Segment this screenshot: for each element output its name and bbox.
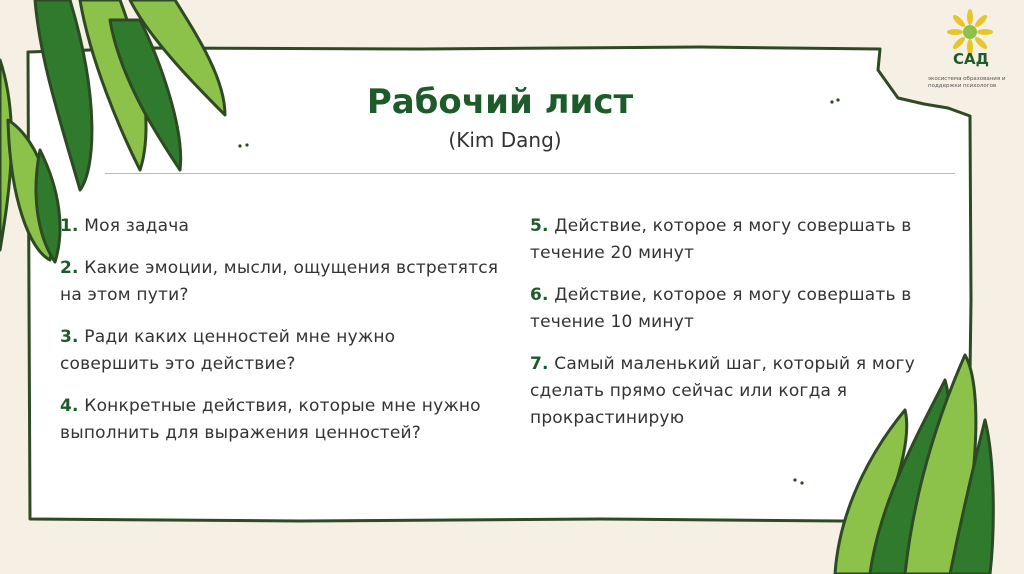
title-divider — [105, 173, 955, 174]
worksheet-subtitle: (Kim Dang) — [448, 128, 562, 152]
list-item: 3. Ради каких ценностей мне нужно совершить это действие? — [60, 327, 396, 374]
worksheet-title: Рабочий лист — [366, 82, 634, 122]
brand-name: САД — [953, 50, 989, 68]
brand-tagline: экосистема образования и поддержки психологов — [928, 76, 1006, 89]
list-item: 4. Конкретные действия, которые мне нужно выполнить для выражения ценностей? — [60, 396, 481, 443]
list-item: 1. Моя задача — [60, 216, 190, 236]
questions-left-column — [60, 213, 500, 462]
list-item: 7. Самый маленький шаг, который я могу сделать прямо сейчас или когда я прокрастинирую — [530, 354, 915, 428]
questions-right-column — [530, 213, 920, 447]
list-item: 5. Действие, которое я могу совершать в течение 20 минут — [530, 216, 912, 263]
list-item: 2. Какие эмоции, мысли, ощущения встретятся на этом пути? — [60, 258, 499, 305]
list-item: 6. Действие, которое я могу совершать в течение 10 минут — [530, 285, 912, 332]
